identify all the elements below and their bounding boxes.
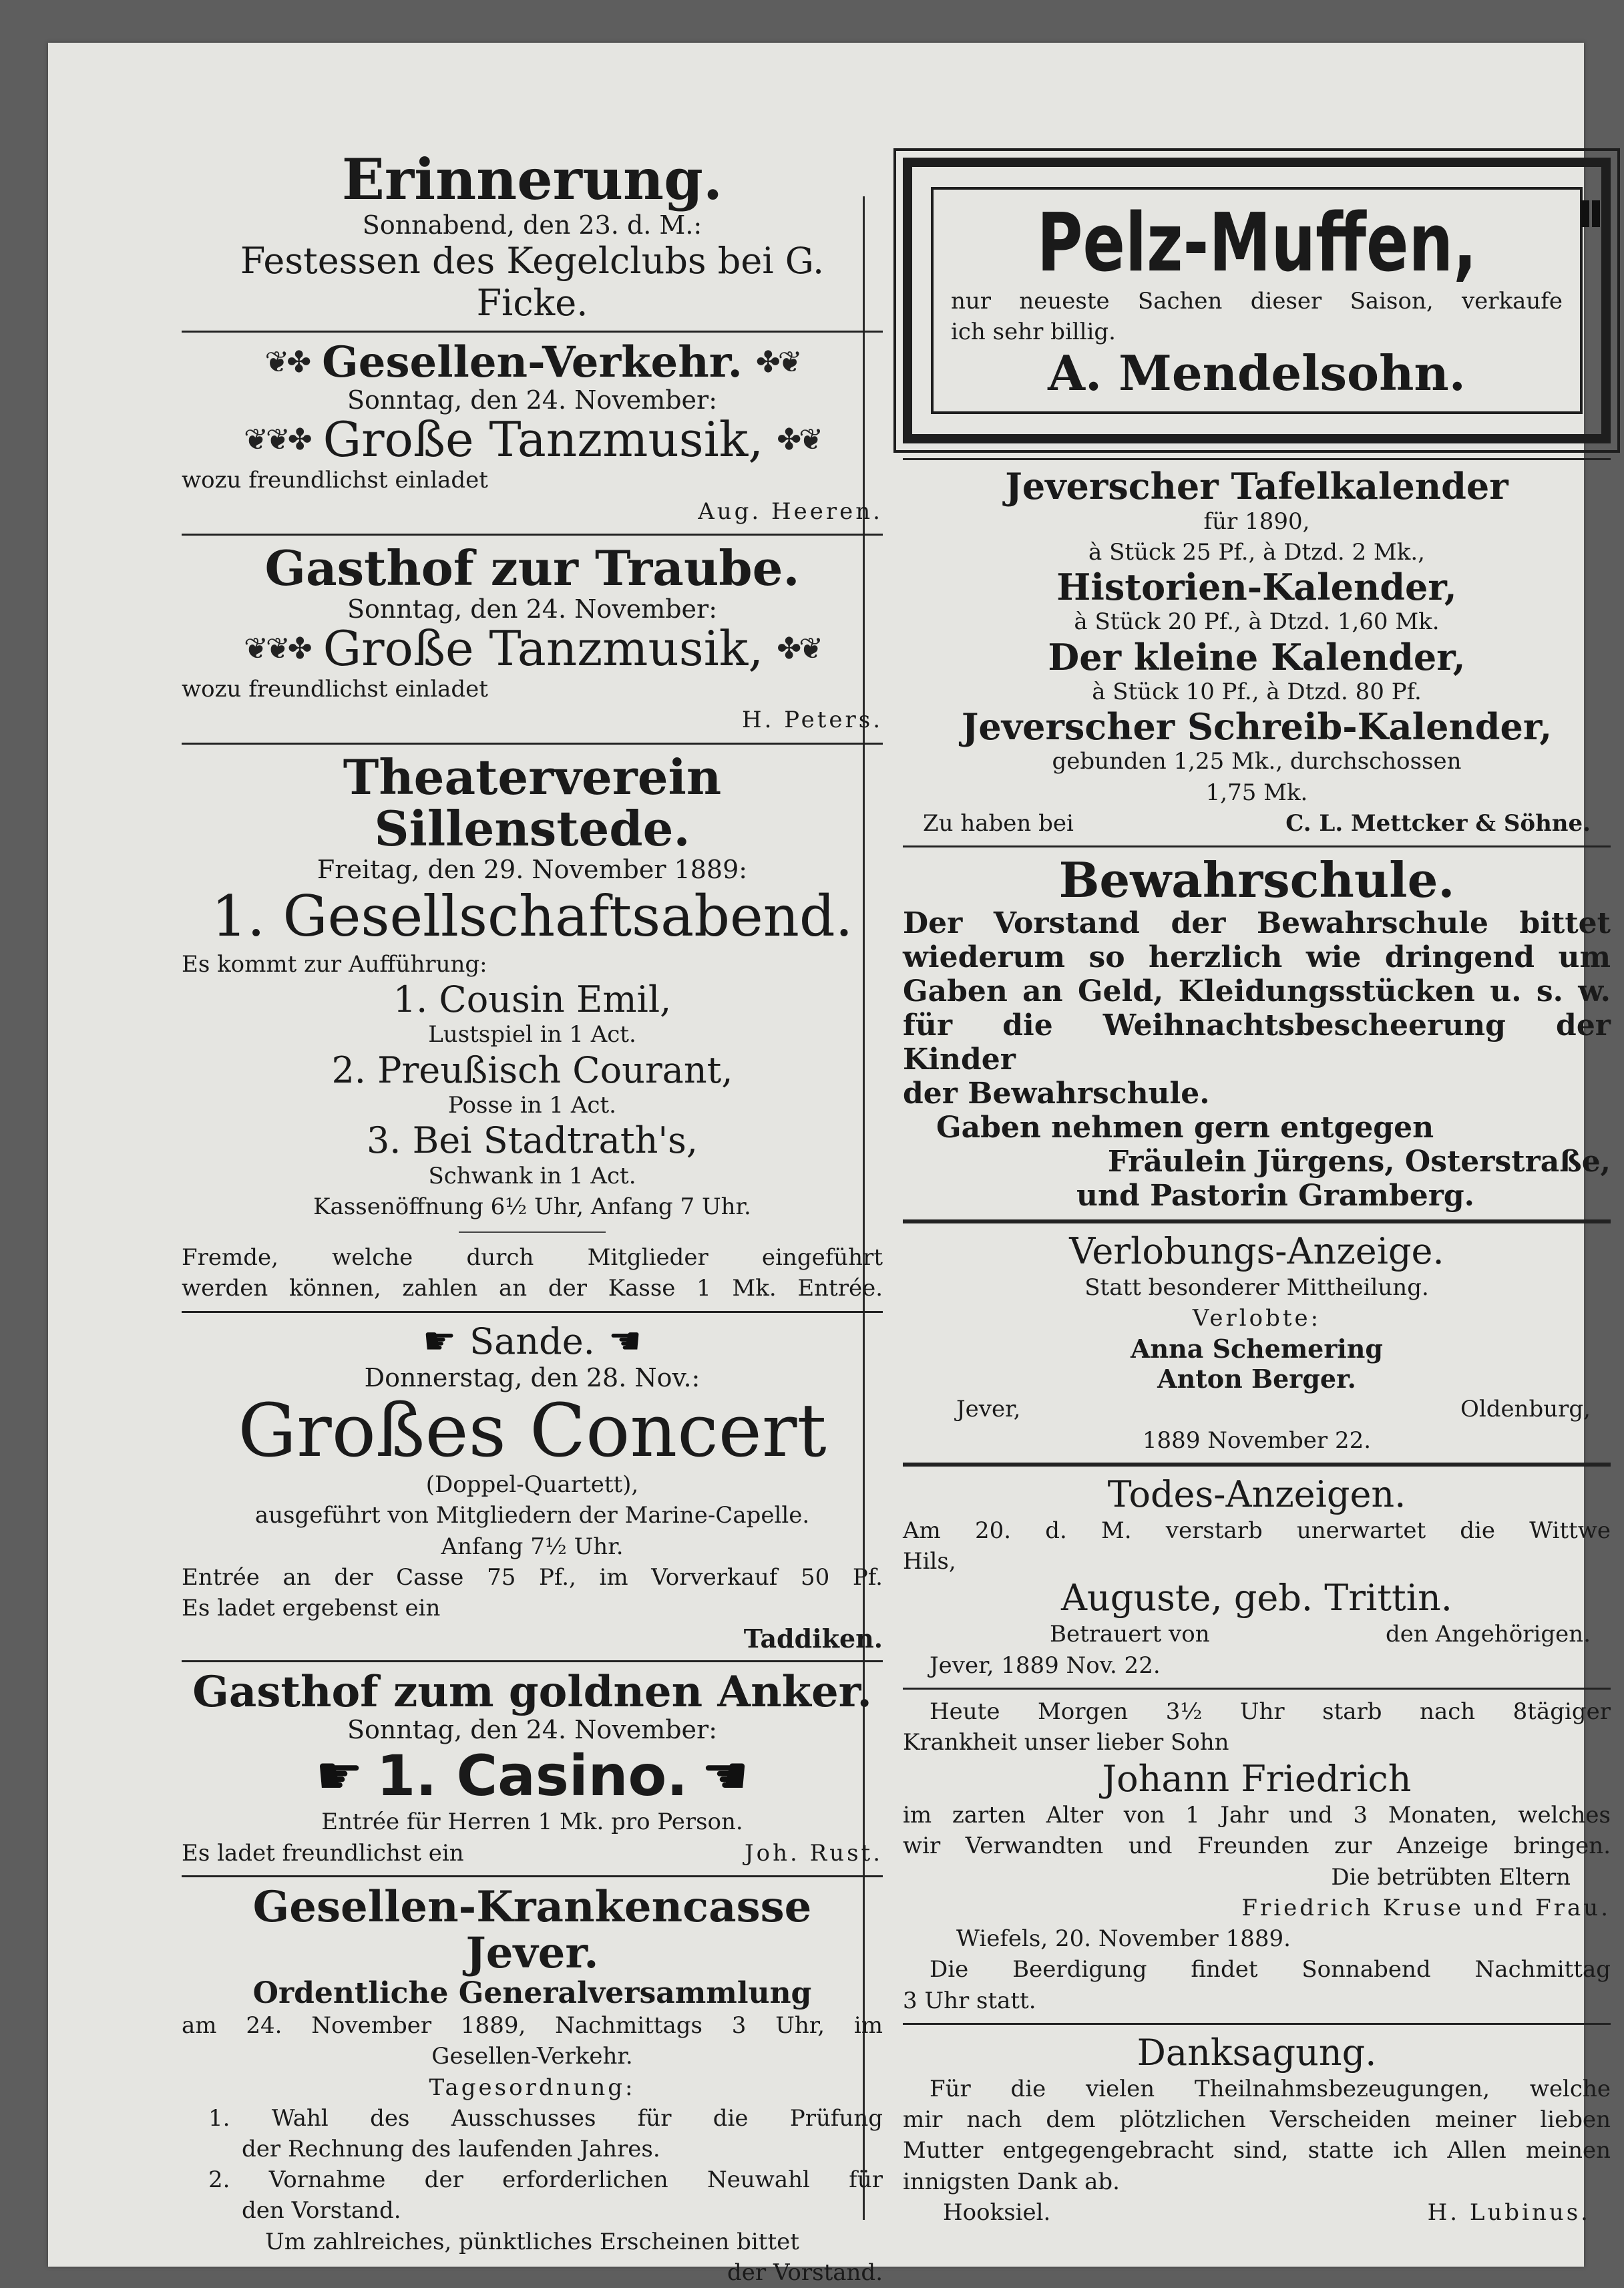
- ad-event: 1. Casino.: [376, 1742, 688, 1808]
- ad-invite: wozu freundlichst einladet: [182, 676, 488, 703]
- play-genre: Posse in 1 Act.: [448, 1092, 616, 1119]
- ad-text-line: ich sehr billig.: [951, 319, 1116, 346]
- calendar-title: Jeverscher Tafelkalender: [1005, 465, 1508, 508]
- sign-row: [182, 1838, 883, 1869]
- ad-pelz-muffen: [903, 158, 1611, 443]
- ad-date: Wiefels, 20. November 1889.: [956, 1925, 1291, 1953]
- ad-price: Entrée für Herren 1 Mk. pro Person.: [321, 1808, 743, 1836]
- event-row: [182, 620, 883, 677]
- pointing-hand-left-icon: ☚: [701, 1744, 749, 1807]
- ad-goldner-anker: [182, 1669, 883, 1869]
- divider: [182, 743, 883, 745]
- ad-bewahrschule: [903, 851, 1611, 1213]
- ad-theaterverein: [182, 748, 883, 1304]
- pointing-hand-right-icon: ☛: [422, 1319, 457, 1363]
- ad-signature: Friedrich Kruse und Frau.: [1241, 1894, 1611, 1921]
- ad-title: Pelz-Muffen,: [1036, 197, 1477, 290]
- ad-line: Gesellen-Verkehr.: [431, 2043, 633, 2070]
- quote-mark-icon: [1581, 200, 1608, 227]
- ad-signature: H. Lubinus.: [1427, 2199, 1591, 2226]
- flourish-right-icon: ✤❦: [755, 345, 800, 379]
- ad-verlobung: [903, 1230, 1611, 1456]
- ad-danksagung: [903, 2032, 1611, 2228]
- ad-note-line: Fremde, welche durch Mitglieder eingeführt: [182, 1244, 883, 1272]
- ad-text-line: Krankheit unser lieber Sohn: [903, 1728, 1229, 1756]
- ad-title: Gesellen-Verkehr.: [322, 337, 743, 387]
- divider: [182, 1660, 883, 1662]
- mourners: den Angehörigen.: [1385, 1621, 1591, 1648]
- ad-text-line: innigsten Dank ab.: [903, 2168, 1120, 2195]
- divider: [903, 1219, 1611, 1223]
- calendar-title: Historien-Kalender,: [1056, 566, 1457, 608]
- deceased-name: Johann Friedrich: [1102, 1758, 1412, 1800]
- ad-label: Verlobte:: [1192, 1305, 1322, 1332]
- calendar-title: Jeverscher Schreib-Kalender,: [961, 705, 1553, 749]
- ad-text-line: Für die vielen Theilnahmsbezeugungen, welche: [930, 2075, 1611, 2102]
- right-column: [903, 150, 1611, 2228]
- ad-subtitle: (Doppel-Quartett),: [425, 1471, 639, 1499]
- ad-text-line: mir nach dem plötzlichen Verscheiden meiner lieben: [903, 2106, 1611, 2134]
- availability-label: Zu haben bei: [923, 809, 1074, 837]
- play-title: 2. Preußisch Courant,: [331, 1048, 733, 1091]
- divider: [182, 1311, 883, 1313]
- ad-date: Freitag, den 29. November 1889:: [317, 855, 748, 885]
- ad-subtitle: Statt besonderer Mittheilung.: [1084, 1274, 1429, 1301]
- ad-title: Gesellen-Krankencasse Jever.: [252, 1881, 812, 1978]
- ad-gesellen-verkehr: [182, 339, 883, 527]
- ad-place: Sande.: [469, 1320, 595, 1362]
- ad-text-line: Heute Morgen 3½ Uhr starb nach 8tägiger: [930, 1698, 1611, 1725]
- flourish-right-icon: ✤❦: [777, 423, 821, 457]
- ad-inner-frame: [931, 187, 1583, 414]
- fiance-name: Anton Berger.: [1157, 1364, 1356, 1394]
- ad-signature: der Vorstand.: [727, 2259, 883, 2286]
- ad-text-line: wiederum so herzlich wie dringend um: [903, 940, 1611, 974]
- calendar-year: für 1890,: [1203, 508, 1310, 535]
- ad-text-line: für die Weihnachtsbescheerung der Kinder: [903, 1008, 1611, 1077]
- divider: [903, 1463, 1611, 1467]
- ad-subtitle: Ordentliche Generalversammlung: [252, 1976, 812, 2011]
- ad-place: Hooksiel.: [943, 2199, 1051, 2226]
- place: Oldenburg,: [1460, 1396, 1591, 1423]
- ad-gasthof-traube: [182, 539, 883, 736]
- ad-text-line: nur neueste Sachen dieser Saison, verkaufe: [951, 288, 1563, 315]
- ad-text-line: Hils,: [903, 1548, 956, 1575]
- agenda-title: Tagesordnung:: [429, 2074, 636, 2101]
- flourish-left-icon: ❦❦✤: [243, 631, 310, 666]
- event-row: [182, 1744, 883, 1806]
- play-genre: Lustspiel in 1 Act.: [428, 1021, 636, 1048]
- place: Jever,: [956, 1396, 1021, 1423]
- divider: [903, 2023, 1611, 2025]
- divider: [903, 845, 1611, 847]
- ad-invite: Es ladet freundlichst ein: [182, 1839, 464, 1867]
- short-divider: [459, 1231, 606, 1233]
- agenda-item-cont: den Vorstand.: [242, 2197, 401, 2225]
- mourners-row: [903, 1619, 1611, 1650]
- flourish-right-icon: ✤❦: [777, 631, 821, 666]
- ad-date: 1889 November 22.: [1142, 1426, 1372, 1454]
- ad-text-line: Gaben an Geld, Kleidungsstücken u. s. w.: [903, 974, 1611, 1008]
- divider: [182, 534, 883, 536]
- ad-erinnerung: [182, 146, 883, 324]
- agenda-item: 2. Vornahme der erforderlichen Neuwahl für: [208, 2166, 883, 2194]
- play-title: 1. Cousin Emil,: [393, 978, 672, 1021]
- calendar-price: à Stück 25 Pf., à Dtzd. 2 Mk.,: [1088, 538, 1425, 566]
- pointing-hand-left-icon: ☚: [608, 1319, 642, 1363]
- event-row: [182, 411, 883, 467]
- left-column: [182, 146, 883, 2288]
- deceased-name: Auguste, geb. Trittin.: [1061, 1577, 1452, 1619]
- fiance-name: Anna Schemering: [1130, 1334, 1383, 1364]
- availability-vendor: C. L. Mettcker & Söhne.: [1285, 809, 1591, 837]
- ad-note-line: werden können, zahlen an der Kasse 1 Mk. Entrée.: [182, 1275, 883, 1302]
- ad-text-line: Der Vorstand der Bewahrschule bittet: [903, 906, 1611, 940]
- newspaper-page: [48, 43, 1611, 2286]
- ad-start: Anfang 7½ Uhr.: [441, 1533, 624, 1560]
- ad-text-line: der Bewahrschule.: [903, 1076, 1210, 1111]
- ad-times: Kassenöffnung 6½ Uhr, Anfang 7 Uhr.: [313, 1193, 751, 1220]
- play-title: 3. Bei Stadtrath's,: [366, 1119, 698, 1162]
- ad-signature: Joh. Rust.: [744, 1839, 883, 1867]
- availability-row: [903, 808, 1611, 839]
- ad-kalender: [903, 467, 1611, 839]
- ad-title: Danksagung.: [1137, 2031, 1377, 2074]
- agenda-item-cont: der Rechnung des laufenden Jahres.: [242, 2136, 660, 2163]
- ad-date: Sonntag, den 24. November:: [347, 594, 718, 624]
- place-row: [182, 1320, 883, 1363]
- ad-performers: ausgeführt von Mitgliedern der Marine-Capelle.: [254, 1502, 810, 1529]
- calendar-price: gebunden 1,25 Mk., durchschossen: [1052, 748, 1462, 775]
- divider: [182, 1875, 883, 1877]
- ad-text-line: Am 20. d. M. verstarb unerwartet die Wittwe: [903, 1517, 1611, 1544]
- ad-signature: Aug. Heeren.: [698, 498, 883, 525]
- ad-date: Donnerstag, den 28. Nov.:: [364, 1362, 700, 1392]
- ad-price: Entrée an der Casse 75 Pf., im Vorverkauf 50 Pf.: [182, 1563, 883, 1591]
- ad-signature: Taddiken.: [743, 1624, 883, 1654]
- ad-text-line: im zarten Alter von 1 Jahr und 3 Monaten, welches: [903, 1802, 1611, 1829]
- ad-johann-friedrich: [903, 1696, 1611, 2016]
- ad-event: 1. Gesellschaftsabend.: [211, 884, 853, 950]
- ad-date: Sonntag, den 24. November:: [347, 385, 718, 415]
- ad-event: Festessen des Kegelclubs bei G. Ficke.: [240, 239, 825, 324]
- ad-closing: Um zahlreiches, pünktliches Erscheinen bittet: [265, 2228, 799, 2255]
- ad-todes: [903, 1473, 1611, 1681]
- mourners-label: Betrauert von: [1050, 1621, 1210, 1648]
- ad-text-line: Die Beerdigung findet Sonnabend Nachmittag: [930, 1956, 1611, 1983]
- pointing-hand-right-icon: ☛: [315, 1744, 363, 1807]
- ad-title: Großes Concert: [238, 1387, 827, 1473]
- ad-text-line: Gaben nehmen gern entgegen: [936, 1110, 1434, 1145]
- ad-date: Jever, 1889 Nov. 22.: [930, 1652, 1161, 1679]
- divider: [903, 458, 1611, 460]
- calendar-title: Der kleine Kalender,: [1048, 635, 1466, 679]
- ad-event: Große Tanzmusik,: [323, 620, 764, 677]
- ad-text-line: wir Verwandten und Freunden zur Anzeige bringen.: [903, 1833, 1611, 1860]
- title-row: [182, 339, 883, 385]
- ad-krankencasse: [182, 1881, 883, 2288]
- ad-title: Verlobungs-Anzeige.: [1069, 1229, 1444, 1272]
- sign-row: [903, 2197, 1611, 2228]
- flourish-left-icon: ❦❦✤: [243, 423, 310, 457]
- ad-title: Todes-Anzeigen.: [1107, 1473, 1406, 1515]
- flourish-left-icon: ❦✤: [264, 345, 309, 379]
- ad-invite: Es ladet ergebenst ein: [182, 1595, 441, 1622]
- places-row: [903, 1394, 1611, 1424]
- calendar-price: à Stück 10 Pf., à Dtzd. 80 Pf.: [1092, 678, 1422, 705]
- calendar-price: à Stück 20 Pf., à Dtzd. 1,60 Mk.: [1074, 608, 1440, 636]
- ad-sande-concert: [182, 1320, 883, 1654]
- ad-text-line: Mutter entgegengebracht sind, statte ich Allen meinen: [903, 2137, 1611, 2164]
- ad-title: Gasthof zur Traube.: [264, 539, 800, 596]
- divider: [182, 331, 883, 333]
- agenda-item: 1. Wahl des Ausschusses für die Prüfung: [208, 2104, 883, 2132]
- divider: [903, 1688, 1611, 1690]
- ad-invite: wozu freundlichst einladet: [182, 467, 488, 494]
- ad-text-line: Die betrübten Eltern: [1331, 1863, 1571, 1891]
- ad-title: Theaterverein Sillenstede.: [343, 748, 722, 857]
- ad-title: Gasthof zum goldnen Anker.: [192, 1667, 872, 1718]
- ad-intro: Es kommt zur Aufführung:: [182, 950, 487, 978]
- ad-signature: H. Peters.: [741, 707, 883, 734]
- play-genre: Schwank in 1 Act.: [428, 1162, 636, 1189]
- ad-text-line: Fräulein Jürgens, Osterstraße,: [1107, 1144, 1611, 1179]
- calendar-price: 1,75 Mk.: [1205, 779, 1308, 806]
- ad-date: Sonntag, den 24. November:: [347, 1715, 718, 1745]
- ad-text-line: 3 Uhr statt.: [903, 1987, 1036, 2014]
- ad-title: Erinnerung.: [341, 146, 723, 212]
- ad-signature: A. Mendelsohn.: [1048, 345, 1466, 402]
- ad-event: Große Tanzmusik,: [323, 411, 764, 467]
- ad-date: Sonnabend, den 23. d. M.:: [362, 210, 702, 240]
- ad-line: am 24. November 1889, Nachmittags 3 Uhr, im: [182, 2012, 883, 2040]
- ad-text-line: und Pastorin Gramberg.: [1076, 1178, 1474, 1213]
- ad-title: Bewahrschule.: [1058, 851, 1455, 909]
